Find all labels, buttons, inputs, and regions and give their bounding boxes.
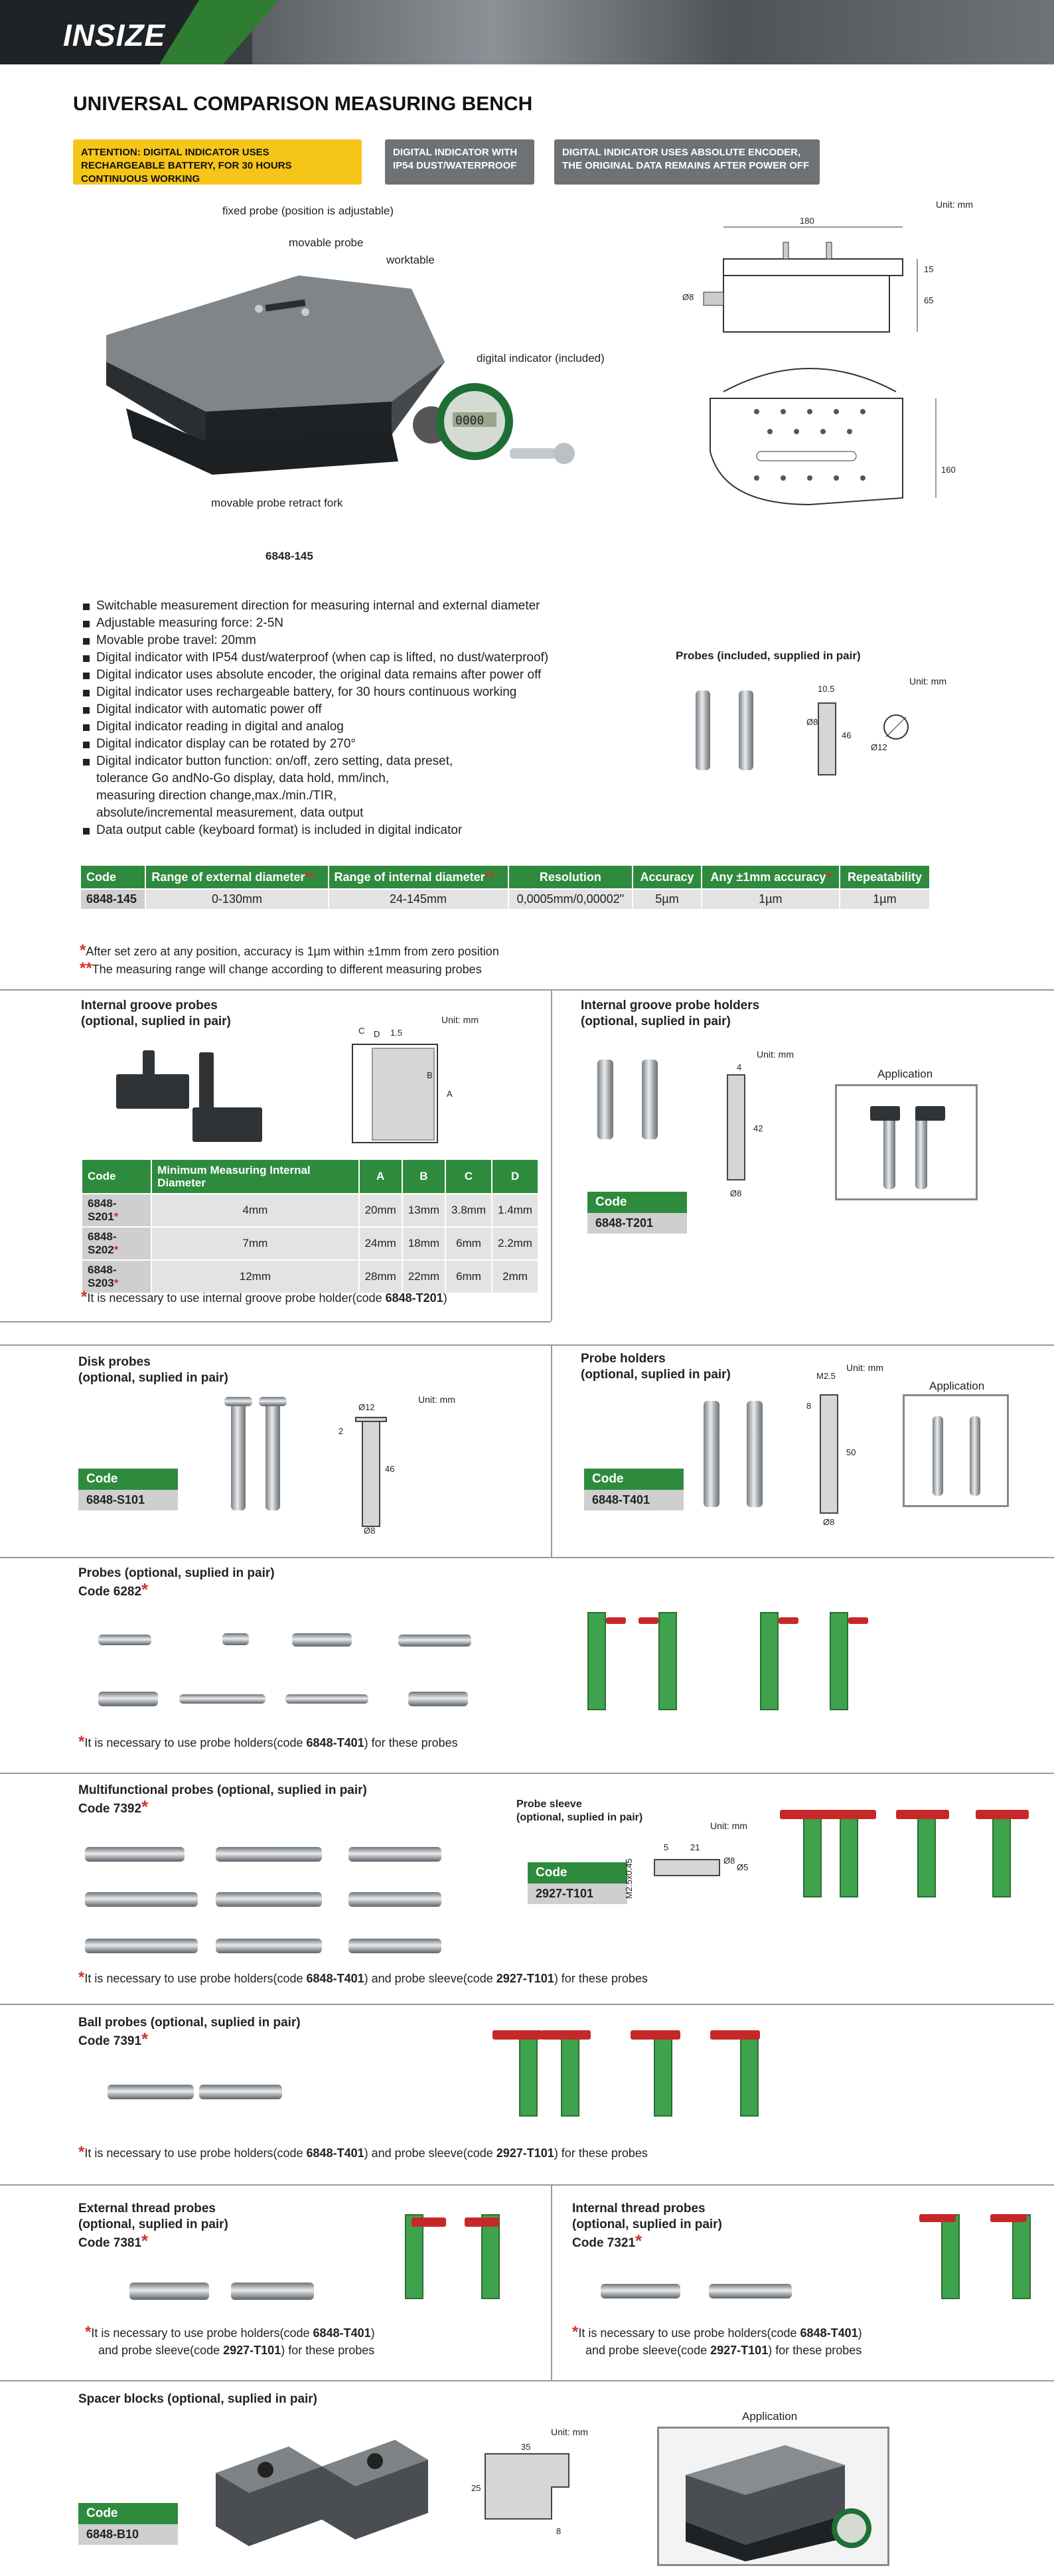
label-digital-indicator: digital indicator (included) (477, 352, 605, 364)
probe-image (348, 1847, 441, 1862)
green-holder (519, 2032, 538, 2117)
feature-item: Digital indicator reading in digital and analog (83, 718, 548, 736)
probe-sleeve-unit: Unit: mm (710, 1820, 747, 1831)
groove-probe-image (192, 1107, 262, 1142)
green-holder (1012, 2214, 1031, 2299)
code-box: Code 6848-T401 (584, 1469, 684, 1510)
feature-item: Digital indicator button function: on/off, zero setting, data preset, (83, 753, 548, 770)
feature-item-cont: absolute/incremental measurement, data output (96, 806, 364, 820)
divider (551, 989, 552, 1321)
probe-image (85, 1939, 198, 1953)
spec-table (80, 864, 931, 910)
col-header: Code (80, 865, 145, 889)
probe-rod (696, 690, 710, 770)
dim-5: 5 (664, 1842, 669, 1852)
disk-drawing (362, 1421, 380, 1527)
disk-drawing-head (355, 1417, 387, 1422)
spacer-blocks-image (209, 2433, 488, 2553)
red-tip (639, 1617, 658, 1624)
divider (551, 1344, 552, 1557)
dim-d8: Ø8 (730, 1188, 742, 1198)
red-tip (412, 2217, 446, 2227)
red-tip (710, 2030, 760, 2040)
feature-item: Digital indicator with automatic power off (83, 701, 548, 718)
groove-table: Code Minimum Measuring Internal Diameter A B C D 6848-S201* 4mm 20mm 13mm 3.8mm 1.4mm 6848-S202* 7mm 24mm 18mm 6mm 2.2mm 6848-S203* 12mm 28mm 22mm 6mm 2mm (81, 1159, 539, 1294)
dim-46: 46 (385, 1464, 395, 1474)
probe-image (98, 1692, 158, 1706)
feature-item-cont: measuring direction change,max./min./TIR, (96, 789, 337, 803)
feature-item: Digital indicator with IP54 dust/waterproof (when cap is lifted, no dust/waterproof) (83, 649, 548, 667)
dim-1-5: 1.5 (390, 1028, 403, 1038)
ext-thread-title: External thread probes (optional, suplied in pair) Code 7381* (78, 2202, 228, 2251)
green-holder (992, 1812, 1011, 1897)
disk-probes-title: Disk probes (optional, suplied in pair) (78, 1355, 228, 1385)
red-tip (631, 2030, 680, 2040)
probe-end-view (879, 710, 913, 744)
dim-8: 8 (806, 1401, 812, 1411)
dim-m2-5: M2.5 (816, 1371, 836, 1381)
col-header: Accuracy (633, 865, 702, 889)
disk-probe-rod (265, 1401, 280, 1510)
groove-probe-image (143, 1050, 155, 1090)
probe-image (216, 1892, 322, 1907)
application-image (835, 1084, 978, 1200)
groove-unit: Unit: mm (441, 1014, 479, 1025)
divider (0, 2380, 1054, 2381)
code-box: Code 2927-T101 (528, 1862, 627, 1904)
dim-d8: Ø8 (823, 1517, 835, 1527)
green-holder (740, 2032, 759, 2117)
ip54-badge: DIGITAL INDICATOR WITH IP54 DUST/WATERPROOF (385, 139, 534, 185)
dim-2: 2 (339, 1426, 344, 1436)
encoder-badge: DIGITAL INDICATOR USES ABSOLUTE ENCODER, THE ORIGINAL DATA REMAINS AFTER POWER OFF (554, 139, 820, 185)
holder-drawing (727, 1074, 745, 1180)
divider (0, 2184, 1054, 2186)
application-image (657, 2427, 889, 2566)
dim-d5: Ø5 (737, 1862, 749, 1872)
probe-image (108, 2085, 194, 2099)
dim-m2-5x0-45: M2.5x0.45 (624, 1858, 634, 1899)
groove-probes-title: Internal groove probes (optional, suplied in pair) (81, 999, 231, 1028)
probe-image (408, 1692, 468, 1706)
multi-7392-note: *It is necessary to use probe holders(code 6848-T401) and probe sleeve(code 2927-T101) for these probes (78, 1969, 648, 1986)
groove-holders-title: Internal groove probe holders (optional, suplied in pair) (581, 999, 760, 1028)
dim-50: 50 (846, 1447, 856, 1457)
green-holder (917, 1812, 936, 1897)
probe-image (709, 2284, 792, 2298)
dim-c: C (358, 1026, 365, 1036)
label-retract-fork: movable probe retract fork (211, 497, 343, 509)
feature-item: Data output cable (keyboard format) is included in digital indicator (83, 822, 548, 839)
probe-image (398, 1635, 471, 1647)
dim-21: 21 (690, 1842, 700, 1852)
label-movable-probe: movable probe (289, 236, 364, 249)
col-header: Any ±1mm accuracy* (702, 865, 840, 889)
probe-holders-unit: Unit: mm (846, 1362, 883, 1373)
holder-rod (747, 1401, 763, 1507)
dim-d12: Ø12 (871, 742, 887, 752)
int-thread-note: *It is necessary to use probe holders(code 6848-T401) and probe sleeve(code 2927-T101) for these probes (572, 2323, 862, 2357)
divider (0, 1557, 1054, 1558)
holder-rod (642, 1060, 658, 1139)
green-holder (405, 2214, 423, 2299)
dim-d8: Ø8 (806, 717, 818, 727)
ext-thread-note: *It is necessary to use probe holders(code 6848-T401) and probe sleeve(code 2927-T101) for these probes (85, 2323, 375, 2357)
feature-item: Movable probe travel: 20mm (83, 632, 548, 649)
feature-item: Digital indicator uses absolute encoder, the original data remains after power off (83, 667, 548, 684)
dim-42: 42 (753, 1123, 763, 1133)
divider (0, 1344, 1054, 1346)
int-thread-title: Internal thread probes (optional, suplied in pair) Code 7321* (572, 2202, 722, 2251)
probe-holders-title: Probe holders (optional, suplied in pair) (581, 1352, 731, 1382)
header-photo (252, 0, 1054, 64)
probe-image (129, 2283, 209, 2300)
red-tip (848, 1617, 868, 1624)
label-worktable: worktable (386, 254, 435, 266)
dim-15: 15 (924, 264, 934, 274)
probe-image (231, 2283, 314, 2300)
groove-probe-image (199, 1052, 214, 1112)
green-holder (561, 2032, 579, 2117)
spacer-unit: Unit: mm (551, 2427, 588, 2437)
spacer-drawing (485, 2453, 569, 2520)
green-holder (481, 2214, 500, 2299)
red-tip (779, 1617, 798, 1624)
feature-item: Digital indicator display can be rotated by 270° (83, 736, 548, 753)
ball-7391-title: Ball probes (optional, suplied in pair) Code 7391* (78, 2016, 301, 2049)
application-label: Application (877, 1068, 933, 1080)
holder-rod (597, 1060, 613, 1139)
label-fixed-probe: fixed probe (position is adjustable) (222, 204, 394, 217)
probe-image (216, 1939, 322, 1953)
code-box: Code 6848-T201 (587, 1192, 687, 1234)
header-banner (0, 0, 1054, 64)
multi-7392-title: Multifunctional probes (optional, suplied in pair) Code 7392* (78, 1783, 367, 1816)
page-title: UNIVERSAL COMPARISON MEASURING BENCH (73, 93, 533, 115)
code-box: Code 6848-B10 (78, 2503, 178, 2545)
holder-rod (704, 1401, 719, 1507)
red-tip (823, 1810, 876, 1819)
disk-head (259, 1397, 287, 1406)
dim-d8: Ø8 (723, 1856, 735, 1866)
brand-logo: INSIZE (63, 18, 166, 52)
main-product-code: 6848-145 (265, 550, 313, 562)
dim-65: 65 (924, 295, 934, 305)
ball-7391-note: *It is necessary to use probe holders(code 6848-T401) and probe sleeve(code 2927-T101) for these probes (78, 2143, 648, 2161)
application-label: Application (929, 1380, 985, 1392)
dim-b: B (427, 1070, 433, 1080)
red-tip (606, 1617, 626, 1624)
probes-6282-note: *It is necessary to use probe holders(code 6848-T401) for these probes (78, 1733, 458, 1751)
spec-note-2: **The measuring range will change according to different measuring probes (80, 959, 482, 977)
feature-item: Switchable measurement direction for measuring internal and external diameter (83, 598, 548, 615)
drawing-unit: Unit: mm (936, 199, 973, 210)
green-holder (587, 1612, 606, 1710)
dim-25: 25 (471, 2483, 481, 2493)
probe-image (601, 2284, 680, 2298)
probe-image (199, 2085, 282, 2099)
probe-image (179, 1694, 265, 1704)
groove-holders-unit: Unit: mm (757, 1049, 794, 1060)
col-header: Repeatability (840, 865, 930, 889)
divider (0, 989, 1054, 991)
green-holder (760, 1612, 779, 1710)
divider (0, 2004, 1054, 2005)
divider (551, 2184, 552, 2380)
table-row: 6848-S202* 7mm 24mm 18mm 6mm 2.2mm (82, 1227, 538, 1260)
probe-image (292, 1633, 352, 1647)
probe-image (222, 1633, 249, 1645)
probes-6282-title: Probes (optional, suplied in pair) Code 6282* (78, 1566, 275, 1599)
feature-list (83, 598, 548, 839)
battery-badge: ATTENTION: DIGITAL INDICATOR USES RECHARGEABLE BATTERY, FOR 30 HOURS CONTINUOUS WORKING (73, 139, 362, 185)
probes-included-unit: Unit: mm (909, 676, 946, 686)
groove-drawing-fill (372, 1048, 435, 1141)
green-holder (941, 2214, 960, 2299)
application-label: Application (742, 2410, 798, 2423)
probes-included-title: Probes (included, supplied in pair) (676, 649, 861, 662)
bench-drawing (684, 212, 962, 558)
dim-d8: Ø8 (682, 292, 694, 302)
dim-d12: Ø12 (358, 1402, 375, 1412)
probe-rod (739, 690, 753, 770)
divider (0, 1773, 1054, 1774)
dim-4: 4 (737, 1062, 742, 1072)
feature-item: Digital indicator uses rechargeable battery, for 30 hours continuous working (83, 684, 548, 701)
disk-probe-rod (231, 1401, 246, 1510)
green-holder (830, 1612, 848, 1710)
probe-image (216, 1847, 322, 1862)
green-holder (840, 1812, 858, 1897)
probe-image (348, 1892, 441, 1907)
red-tip (896, 1810, 949, 1819)
dim-160: 160 (941, 465, 956, 475)
disk-unit: Unit: mm (418, 1394, 455, 1405)
probe-image (85, 1847, 185, 1862)
sleeve-drawing (654, 1859, 720, 1876)
groove-note: *It is necessary to use internal groove probe holder(code 6848-T201) (81, 1288, 447, 1306)
disk-head (224, 1397, 252, 1406)
table-row: 6848-S201* 4mm 20mm 13mm 3.8mm 1.4mm (82, 1194, 538, 1227)
red-tip (919, 2214, 956, 2222)
code-box: Code 6848-S101 (78, 1469, 178, 1510)
dim-35: 35 (521, 2442, 531, 2452)
dim-8: 8 (556, 2526, 562, 2536)
col-header: Range of external diameter** (145, 865, 328, 889)
green-holder (803, 1812, 822, 1897)
feature-item: Adjustable measuring force: 2-5N (83, 615, 548, 632)
green-holder (658, 1612, 677, 1710)
divider (0, 1321, 551, 1323)
dim-a: A (447, 1089, 453, 1099)
spec-note-1: *After set zero at any position, accuracy is 1µm within ±1mm from zero position (80, 941, 499, 959)
dim-d: D (374, 1029, 380, 1039)
probe-image (85, 1892, 198, 1907)
probe-sleeve-title: Probe sleeve (optional, suplied in pair) (516, 1799, 643, 1823)
dim-d8: Ø8 (364, 1526, 376, 1536)
red-tip (976, 1810, 1029, 1819)
table-row: 6848-145 0-130mm 24-145mm 0,0005mm/0,00002" 5µm 1µm 1µm (80, 889, 930, 910)
col-header: Range of internal diameter** (329, 865, 508, 889)
red-tip (492, 2030, 542, 2040)
dim-10-5: 10.5 (818, 684, 835, 694)
probe-image (98, 1635, 151, 1645)
red-tip (990, 2214, 1027, 2222)
probe-drawing (818, 702, 836, 775)
spacer-blocks-title: Spacer blocks (optional, suplied in pair) (78, 2392, 318, 2406)
red-tip (465, 2217, 499, 2227)
bench-illustration (100, 262, 617, 501)
dim-46: 46 (842, 730, 852, 740)
table-row: 6848-S203* 12mm 28mm 22mm 6mm 2mm (82, 1260, 538, 1293)
probe-image (348, 1939, 441, 1953)
probe-image (285, 1694, 368, 1704)
dim-180: 180 (800, 216, 814, 226)
feature-item-cont: tolerance Go andNo-Go display, data hold, mm/inch, (96, 771, 390, 785)
holder-drawing (820, 1394, 838, 1514)
red-tip (541, 2030, 591, 2040)
green-holder (654, 2032, 672, 2117)
indicator-display: 0000 (455, 414, 485, 428)
application-image (903, 1394, 1009, 1507)
col-header: Resolution (508, 865, 633, 889)
